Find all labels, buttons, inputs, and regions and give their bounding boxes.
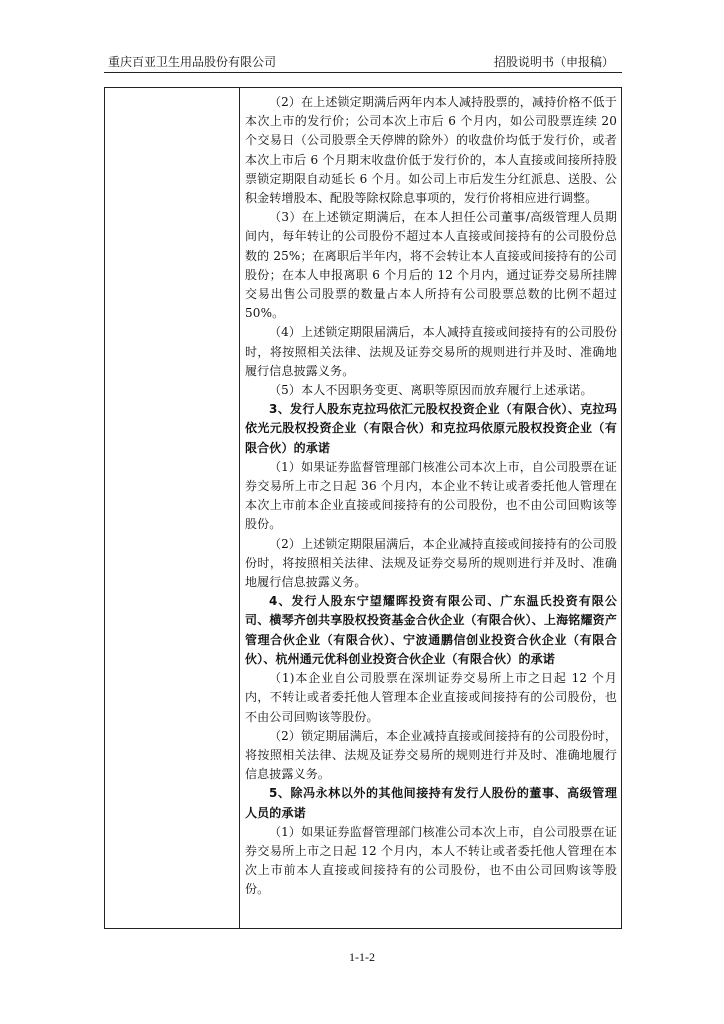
page-header [104,53,622,71]
table-content-cell [245,93,617,900]
paragraph-2-4: （4）上述锁定期限届满后，本人减持直接或间接持有的公司股份时，将按照相关法律、法规及证券交易所的规则进行并及时、准确地履行信息披露义务。 [245,325,617,378]
page-number: 1-1-2 [349,950,375,964]
content-table [104,87,622,929]
paragraph-4-2: （2）锁定期届满后，本企业减持直接或间接持有的公司股份时，将按照相关法律、法规及证券交易所的规则进行并及时、准确地履行信息披露义务。 [245,728,617,782]
paragraph-2-3: （3）在上述锁定期满后，在本人担任公司董事/高级管理人员期间内，每年转让的公司股份不超过本人直接或间接持有的公司股份总数的 25%；在离职后半年内，将不会转让本人直接或间接持有的公司股份；在本人申报离职 6 个月后的 12 个月内，通过证券交易所挂牌交易出售公司股票的数量占本人所持有公司股票总数的比例不超过 50%。 [245,210,617,321]
table-column-divider [239,88,240,928]
section-heading-3: 3、发行人股东克拉玛依汇元股权投资企业（有限合伙）、克拉玛依光元股权投资企业（有限合伙）和克拉玛依原元股权投资企业（有限合伙）的承诺 [245,402,617,455]
paragraph-2-5: （5）本人不因职务变更、离职等原因而放弃履行上述承诺。 [269,383,593,398]
header-rule [104,72,622,73]
section-heading-4: 4、发行人股东宁望耀晖投资有限公司、广东温氏投资有限公司、横琴齐创共享股权投资基金合伙企业（有限合伙）、上海铭耀资产管理合伙企业（有限合伙）、宁波通鹏信创业投资合伙企业（有限合伙）、杭州通元优科创业投资合伙企业（有限合伙）的承诺 [245,594,617,666]
paragraph-3-1: （1）如果证券监督管理部门核准公司本次上市，自公司股票在证券交易所上市之日起 36 个月内，本企业不转让或者委托他人管理在本次上市前本企业直接或间接持有的公司股份，也不由公司回购该等股份。 [245,459,617,532]
paragraph-3-2: （2）上述锁定期限届满后，本企业减持直接或间接持有的公司股份时，将按照相关法律、法规及证券交易所的规则进行并及时、准确地履行信息披露义务。 [245,536,617,590]
paragraph-2-2: （2）在上述锁定期满后两年内本人减持股票的，减持价格不低于本次上市的发行价；公司本次上市后 6 个月内，如公司股票连续 20 个交易日（公司股票全天停牌的除外）的收盘价均低于发行价，或者本次上市后 6 个月期末收盘价低于发行价的，本人直接或间接所持股票锁定期限自动延长 6 个月。如公司上市后发生分红派息、送股、公积金转增股本、配股等除权除息事项的，发行价将相应进行调整。 [245,95,617,206]
company-name: 重庆百亚卫生用品股份有限公司 [108,55,277,69]
paragraph-5-1: （1）如果证券监督管理部门核准公司本次上市，自公司股票在证券交易所上市之日起 12 个月内，本人不转让或者委托他人管理在本次上市前本人直接或间接持有的公司股份，也不由公司回购该等股份。 [245,824,617,897]
paragraph-4-1: （1)本企业自公司股票在深圳证券交易所上市之日起 12 个月内，不转让或者委托他人管理本企业直接或间接持有的公司股份，也不由公司回购该等股份。 [245,671,617,724]
document-title: 招股说明书（申报稿） [493,55,614,69]
section-heading-5: 5、除冯永林以外的其他间接持有发行人股份的董事、高级管理人员的承诺 [245,786,617,820]
